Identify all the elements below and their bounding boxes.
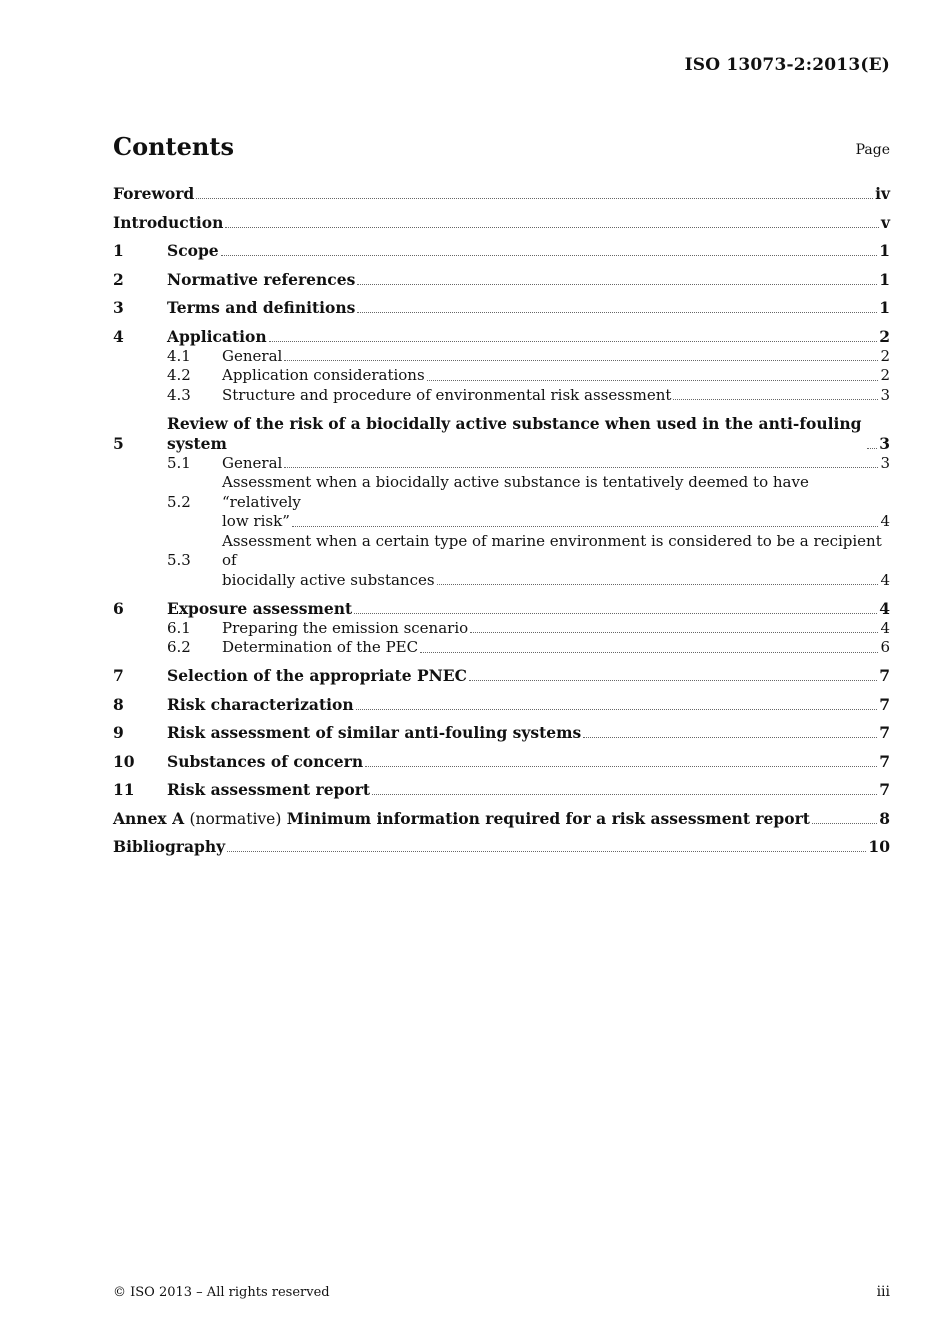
toc-entry-page: 7: [879, 723, 890, 742]
toc-entry-page: 10: [868, 837, 890, 856]
dot-leader: [284, 359, 878, 361]
table-of-contents: [113, 184, 890, 857]
toc-entry-number: 4.2: [167, 366, 191, 384]
toc-entry-title-continued: low risk”: [222, 512, 290, 530]
dot-leader: [583, 736, 877, 738]
dot-leader: [292, 525, 879, 527]
toc-entry-number: 2: [113, 269, 124, 289]
toc-entry-selection-of-pnec[interactable]: [113, 666, 890, 686]
toc-entry-title: [113, 809, 810, 829]
toc-entry-number: 10: [113, 751, 135, 771]
toc-entry-title: Terms and definitions: [167, 298, 356, 317]
dot-leader: [227, 850, 866, 852]
toc-entry-title: Assessment when a biocidally active substance is tentatively deemed to have “relatively: [222, 473, 809, 511]
toc-entry-6-2-determination-of-pec[interactable]: [113, 638, 890, 658]
toc-entry-4-1-general[interactable]: [113, 347, 890, 367]
toc-entry-page: 1: [879, 269, 890, 289]
toc-entry-page: 4: [880, 618, 890, 637]
annex-title: Minimum information required for a risk assessment report: [286, 808, 810, 828]
toc-entry-page: 2: [880, 366, 890, 384]
toc-entry-page: 1: [879, 241, 890, 260]
toc-entry-page: 1: [879, 298, 890, 317]
toc-entry-number: 4.3: [167, 385, 191, 404]
toc-entry-number: 3: [113, 298, 124, 317]
toc-entry-page: 3: [880, 453, 890, 472]
toc-entry-title: Risk characterization: [167, 694, 354, 714]
dot-leader: [437, 583, 879, 585]
toc-entry-title: Application considerations: [222, 366, 425, 384]
toc-entry-title: Determination of the PEC: [222, 638, 419, 656]
toc-entry-number: 5: [113, 433, 124, 453]
dot-leader: [469, 679, 877, 681]
toc-entry-foreword[interactable]: [113, 184, 890, 204]
toc-entry-4-3-structure-and-procedure[interactable]: [113, 386, 890, 406]
toc-entry-title: Assessment when a certain type of marine environment is considered to be a recipient of: [222, 531, 882, 569]
toc-entry-5-1-general[interactable]: [113, 454, 890, 474]
toc-entry-number: 1: [113, 241, 124, 260]
toc-entry-annex-a[interactable]: [113, 809, 890, 829]
dot-leader: [372, 793, 877, 795]
toc-entry-title: Normative references: [167, 269, 356, 289]
dot-leader: [365, 765, 877, 767]
toc-entry-number: 5.1: [167, 453, 191, 472]
toc-entry-page: 7: [879, 751, 890, 771]
toc-entry-5-2-relatively-low-risk-line1[interactable]: [113, 473, 890, 512]
toc-entry-introduction[interactable]: [113, 213, 890, 233]
contents-title: Contents: [113, 132, 234, 161]
toc-entry-title: Risk assessment report: [167, 780, 371, 799]
toc-entry-substances-of-concern[interactable]: [113, 752, 890, 772]
toc-entry-review-of-risk[interactable]: [113, 414, 890, 454]
toc-entry-5-3-marine-environment-line2[interactable]: [113, 571, 890, 591]
toc-entry-number: 6.1: [167, 618, 191, 637]
toc-entry-number: 11: [113, 780, 135, 799]
dot-leader: [225, 226, 879, 228]
toc-entry-number: 4: [113, 326, 124, 346]
toc-entry-page: 2: [880, 346, 890, 365]
toc-entry-number: 6.2: [167, 638, 191, 656]
toc-entry-page: v: [880, 212, 890, 232]
dot-leader: [427, 379, 879, 381]
toc-entry-title: Risk assessment of similar anti-fouling systems: [167, 723, 582, 742]
toc-entry-normative-references[interactable]: [113, 270, 890, 290]
toc-entry-title: Selection of the appropriate PNEC: [167, 666, 467, 685]
toc-entry-number: 8: [113, 694, 124, 714]
toc-entry-title: Substances of concern: [167, 751, 364, 771]
dot-leader: [812, 822, 877, 824]
page-column-label: Page: [855, 142, 890, 158]
toc-entry-page: 7: [879, 666, 890, 685]
toc-entry-risk-assessment-report[interactable]: [113, 780, 890, 800]
toc-entry-5-2-relatively-low-risk-line2[interactable]: [113, 512, 890, 532]
toc-entry-bibliography[interactable]: [113, 837, 890, 857]
dot-leader: [356, 708, 878, 710]
dot-leader: [221, 254, 878, 256]
toc-entry-exposure-assessment[interactable]: [113, 599, 890, 619]
toc-entry-5-3-marine-environment-line1[interactable]: [113, 532, 890, 571]
toc-entry-page: 2: [879, 326, 890, 346]
toc-entry-terms-and-definitions[interactable]: [113, 298, 890, 318]
dot-leader: [284, 466, 878, 468]
toc-entry-number: 5.3: [167, 551, 191, 569]
toc-entry-title: Review of the risk of a biocidally active substance when used in the anti-fouling system: [167, 413, 862, 453]
toc-entry-number: 4.1: [167, 346, 191, 365]
toc-entry-number: 6: [113, 598, 124, 618]
toc-entry-title: Foreword: [113, 184, 195, 203]
toc-entry-page: 7: [879, 694, 890, 714]
footer-page-number: iii: [876, 1284, 890, 1300]
toc-entry-title: Application: [167, 326, 267, 346]
toc-entry-page: 3: [880, 385, 890, 404]
toc-entry-page: iv: [875, 184, 890, 203]
toc-entry-application[interactable]: [113, 327, 890, 347]
toc-entry-page: 4: [880, 512, 890, 530]
toc-entry-title: General: [222, 346, 283, 365]
dot-leader: [673, 398, 878, 400]
toc-entry-page: 7: [879, 780, 890, 799]
dot-leader: [196, 197, 873, 199]
toc-entry-page: 6: [880, 638, 890, 656]
toc-entry-title: General: [222, 453, 283, 472]
annex-type: (normative): [189, 809, 282, 828]
toc-entry-title: Bibliography: [113, 837, 226, 856]
toc-entry-page: 4: [879, 598, 890, 618]
document-id: ISO 13073-2:2013(E): [684, 55, 890, 75]
toc-entry-title: Introduction: [113, 212, 224, 232]
dot-leader: [357, 283, 877, 285]
toc-entry-scope[interactable]: [113, 241, 890, 261]
toc-entry-6-1-emission-scenario[interactable]: [113, 619, 890, 639]
toc-entry-title: Structure and procedure of environmental risk assessment: [222, 385, 672, 404]
toc-entry-title: Exposure assessment: [167, 598, 353, 618]
toc-entry-title: Preparing the emission scenario: [222, 618, 469, 637]
annex-label: Annex A: [113, 808, 185, 828]
dot-leader: [420, 651, 878, 653]
dot-leader: [269, 340, 878, 342]
toc-entry-4-2-application-considerations[interactable]: [113, 366, 890, 386]
dot-leader: [357, 311, 877, 313]
dot-leader: [867, 447, 877, 449]
toc-entry-number: 5.2: [167, 492, 191, 511]
dot-leader: [470, 631, 878, 633]
dot-leader: [354, 612, 877, 614]
toc-entry-page: 3: [879, 433, 890, 453]
footer-copyright: © ISO 2013 – All rights reserved: [113, 1285, 330, 1300]
toc-entry-page: 4: [880, 570, 890, 589]
toc-entry-number: 9: [113, 723, 124, 742]
toc-entry-number: 7: [113, 666, 124, 685]
toc-entry-risk-characterization[interactable]: [113, 695, 890, 715]
toc-entry-title: Scope: [167, 241, 219, 260]
toc-entry-similar-anti-fouling-systems[interactable]: [113, 723, 890, 743]
toc-entry-title-continued: biocidally active substances: [222, 570, 435, 589]
toc-entry-page: 8: [879, 808, 890, 828]
